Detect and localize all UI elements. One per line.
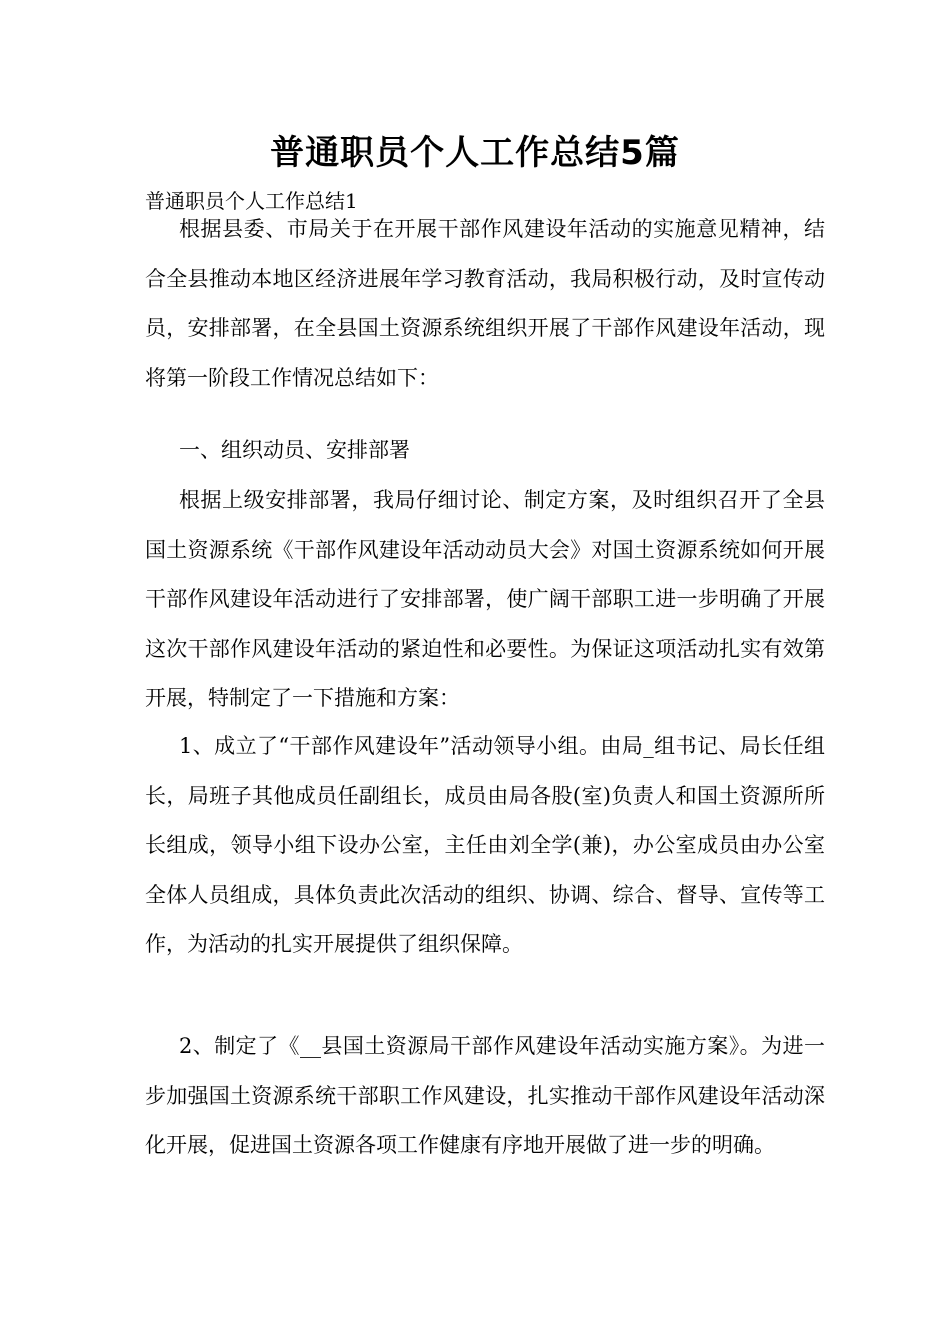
paragraph-section-one-heading: 一、组织动员、安排部署 — [179, 438, 410, 462]
paragraph-intro: 根据县委、市局关于在开展干部作风建设年活动的实施意见精神，结合全县推动本地区经济进展年学习教育活动，我局积极行动，及时宣传动员，安排部署，在全县国土资源系统组织开展了干部作风建设年活动，现将第一阶段工作情况总结如下： — [145, 217, 825, 390]
section-heading: 普通职员个人工作总结1 — [145, 189, 358, 213]
paragraph-item-one: 1、成立了“干部作风建设年”活动领导小组。由局_组书记、局长任组长，局班子其他成员任副组长，成员由局各股(室)负责人和国土资源所所长组成，领导小组下设办公室，主任由刘全学(兼)，办公室成员由办公室全体人员组成，具体负责此次活动的组织、协调、综合、督导、宣传等工作，为活动的扎实开展提供了组织保障。 — [145, 734, 825, 956]
paragraph-item-two: 2、制定了《__县国土资源局干部作风建设年活动实施方案》。为进一步加强国土资源系统干部职工作风建设，扎实推动干部作风建设年活动深化开展，促进国土资源各项工作健康有序地开展做了进一步的明确。 — [145, 1034, 825, 1157]
document-title: 普通职员个人工作总结5篇 — [270, 133, 680, 173]
paragraph-planning: 根据上级安排部署，我局仔细讨论、制定方案，及时组织召开了全县国土资源系统《干部作风建设年活动动员大会》对国土资源系统如何开展干部作风建设年活动进行了安排部署，使广阔干部职工进一步明确了开展这次干部作风建设年活动的紧迫性和必要性。为保证这项活动扎实有效第开展，特制定了一下措施和方案： — [145, 488, 825, 710]
